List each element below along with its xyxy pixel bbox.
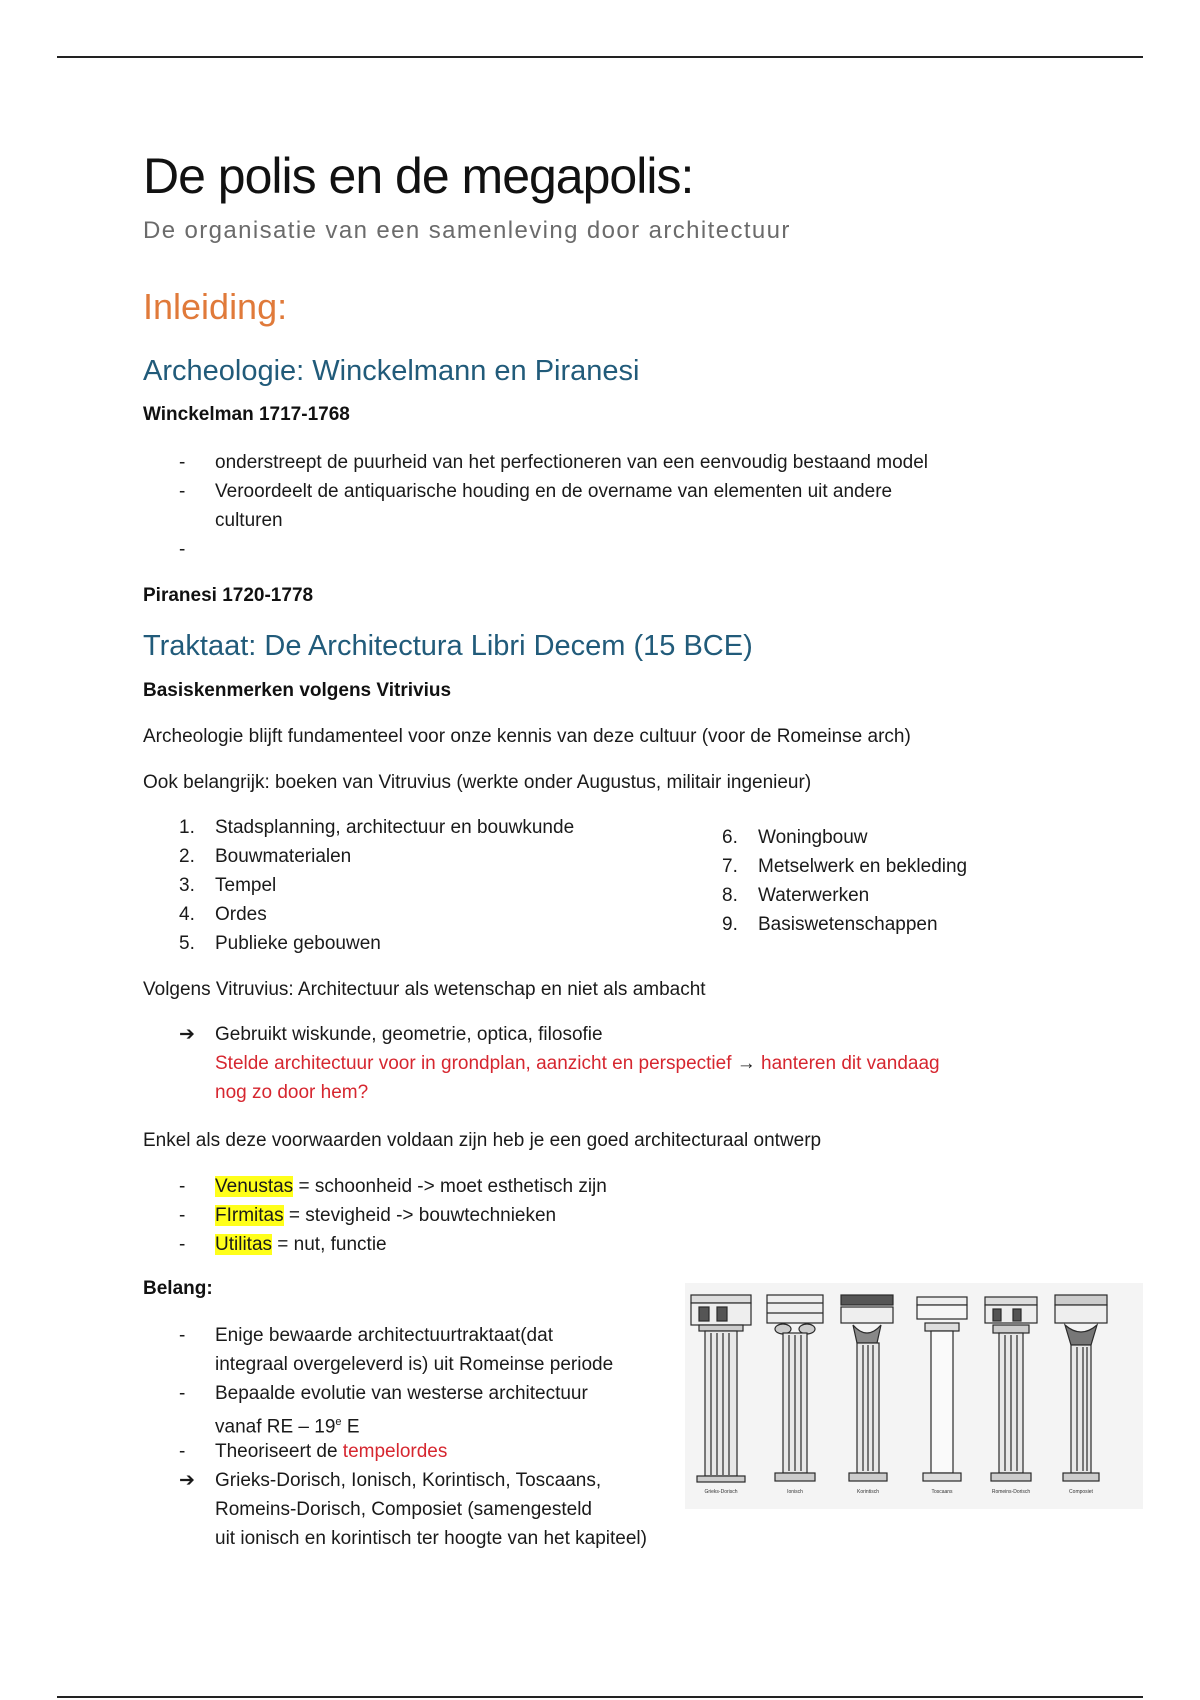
bullet-dash: - xyxy=(179,1383,186,1404)
books-list-left xyxy=(143,813,703,963)
heading-traktaat: Traktaat: De Architectura Libri Decem (15 BCE) xyxy=(143,630,753,662)
list-item-empty xyxy=(143,535,243,564)
principle-text: = nut, functie xyxy=(272,1234,387,1255)
bullet-dash: - xyxy=(179,1441,186,1462)
arrow-icon: ➔ xyxy=(179,1024,195,1045)
column-drawing xyxy=(1055,1295,1107,1481)
highlighted-term: Utilitas xyxy=(215,1234,273,1255)
principle-utilitas xyxy=(215,1230,387,1259)
column-orders-drawing xyxy=(685,1283,1143,1509)
paragraph: Ook belangrijk: boeken van Vitruvius (werkte onder Augustus, militair ingenieur) xyxy=(143,772,812,793)
list-item-text-cont: Romeins-Dorisch, Composiet (samengesteld xyxy=(215,1499,592,1520)
superscript: e xyxy=(335,1416,342,1428)
column-drawing xyxy=(917,1297,967,1481)
text-part: vanaf RE – 19 xyxy=(215,1416,336,1438)
red-note-line-2: nog zo door hem? xyxy=(215,1082,369,1103)
list-item-text: Bouwmaterialen xyxy=(215,846,352,867)
column-caption: Composiet xyxy=(1069,1489,1093,1495)
label-kenmerken: Basiskenmerken volgens Vitrivius xyxy=(143,680,452,701)
list-number: 1. xyxy=(179,817,195,838)
label-belang: Belang: xyxy=(143,1278,213,1299)
section-heading-inleiding: Inleiding: xyxy=(143,286,288,327)
list-item-text: Waterwerken xyxy=(758,885,870,906)
list-item xyxy=(143,448,1143,477)
list-item xyxy=(143,477,1143,535)
column-caption: Romeins-Dorisch xyxy=(991,1489,1031,1495)
list-number: 3. xyxy=(179,875,195,896)
column-caption: Ionisch xyxy=(787,1489,803,1495)
list-item-text-cont: integraal overgeleverd is) uit Romeinse periode xyxy=(215,1354,614,1375)
column-caption: Grieks-Dorisch xyxy=(704,1489,738,1495)
text-part: Theoriseert de xyxy=(215,1441,343,1462)
books-list-right xyxy=(686,823,1136,943)
list-item-text-cont: culturen xyxy=(215,510,283,531)
bullet-dash: - xyxy=(179,539,186,560)
red-term: tempelordes xyxy=(342,1441,448,1462)
list-number: 5. xyxy=(179,933,195,954)
column-drawing xyxy=(767,1295,823,1481)
bullet-dash: - xyxy=(179,481,186,502)
column-drawing xyxy=(985,1297,1037,1481)
list-item-text: Stadsplanning, architectuur en bouwkunde xyxy=(215,817,575,838)
red-note-text: hanteren dit vandaag xyxy=(761,1053,940,1074)
highlighted-term: FIrmitas xyxy=(215,1205,284,1226)
label-winckelman: Winckelman 1717-1768 xyxy=(143,404,350,425)
top-rule xyxy=(57,56,1143,58)
column-drawing xyxy=(691,1295,751,1482)
list-item-text: Metselwerk en bekleding xyxy=(758,856,968,877)
text-part: E xyxy=(341,1416,360,1438)
red-note-line-1 xyxy=(215,1049,940,1078)
principle-text: = stevigheid -> bouwtechnieken xyxy=(283,1205,557,1226)
list-item-text xyxy=(215,1437,447,1466)
list-number: 9. xyxy=(722,914,738,935)
list-item-text: Gebruikt wiskunde, geometrie, optica, filosofie xyxy=(215,1024,603,1045)
red-note-text: Stelde architectuur voor in grondplan, aanzicht en perspectief xyxy=(215,1053,732,1074)
column-drawing xyxy=(841,1295,893,1481)
heading-archeologie: Archeologie: Winckelmann en Piranesi xyxy=(143,355,640,387)
page-title: De polis en de megapolis: xyxy=(143,148,694,204)
bullet-dash: - xyxy=(179,452,186,473)
paragraph: Volgens Vitruvius: Architectuur als wetenschap en niet als ambacht xyxy=(143,979,706,1000)
principle-venustas xyxy=(215,1172,607,1201)
inline-arrow-icon: → xyxy=(736,1053,756,1074)
bottom-rule xyxy=(57,1696,1143,1698)
list-item-text: Publieke gebouwen xyxy=(215,933,381,954)
highlighted-term: Venustas xyxy=(215,1176,294,1197)
list-item-text-cont: uit ionisch en korintisch ter hoogte van het kapiteel) xyxy=(215,1528,647,1549)
bullet-dash: - xyxy=(179,1325,186,1346)
column-caption: Toscaans xyxy=(931,1489,953,1495)
arrow-icon: ➔ xyxy=(179,1470,195,1491)
paragraph: Enkel als deze voorwaarden voldaan zijn heb je een goed architecturaal ontwerp xyxy=(143,1130,822,1151)
page-subtitle: De organisatie van een samenleving door architectuur xyxy=(143,217,791,244)
list-number: 7. xyxy=(722,856,738,877)
label-piranesi: Piranesi 1720-1778 xyxy=(143,585,314,606)
list-item-text: onderstreept de puurheid van het perfectioneren van een eenvoudig bestaand model xyxy=(215,452,929,473)
list-number: 2. xyxy=(179,846,195,867)
list-item-text: Tempel xyxy=(215,875,277,896)
list-item-text: Veroordeelt de antiquarische houding en de overname van elementen uit andere xyxy=(215,481,893,502)
list-item-text: Enige bewaarde architectuurtraktaat(dat xyxy=(215,1325,553,1346)
list-item-text: Ordes xyxy=(215,904,267,925)
column-orders-illustration xyxy=(685,1283,1143,1509)
list-item-text: Basiswetenschappen xyxy=(758,914,938,935)
list-item-text: Bepaalde evolutie van westerse architectuur xyxy=(215,1383,588,1404)
list-item-text: Grieks-Dorisch, Ionisch, Korintisch, Toscaans, xyxy=(215,1470,602,1491)
arrow-list-item xyxy=(143,1020,1143,1110)
list-item-text: Woningbouw xyxy=(758,827,868,848)
bullet-dash: - xyxy=(179,1205,186,1226)
principle-firmitas xyxy=(215,1201,556,1230)
belang-list xyxy=(143,1321,703,1551)
column-caption: Korintisch xyxy=(857,1489,879,1495)
list-number: 4. xyxy=(179,904,195,925)
principles-list xyxy=(143,1172,843,1262)
paragraph: Archeologie blijft fundamenteel voor onze kennis van deze cultuur (voor de Romeinse arch) xyxy=(143,726,911,747)
principle-text: = schoonheid -> moet esthetisch zijn xyxy=(293,1176,607,1197)
list-number: 8. xyxy=(722,885,738,906)
list-number: 6. xyxy=(722,827,738,848)
bullet-dash: - xyxy=(179,1234,186,1255)
bullet-dash: - xyxy=(179,1176,186,1197)
